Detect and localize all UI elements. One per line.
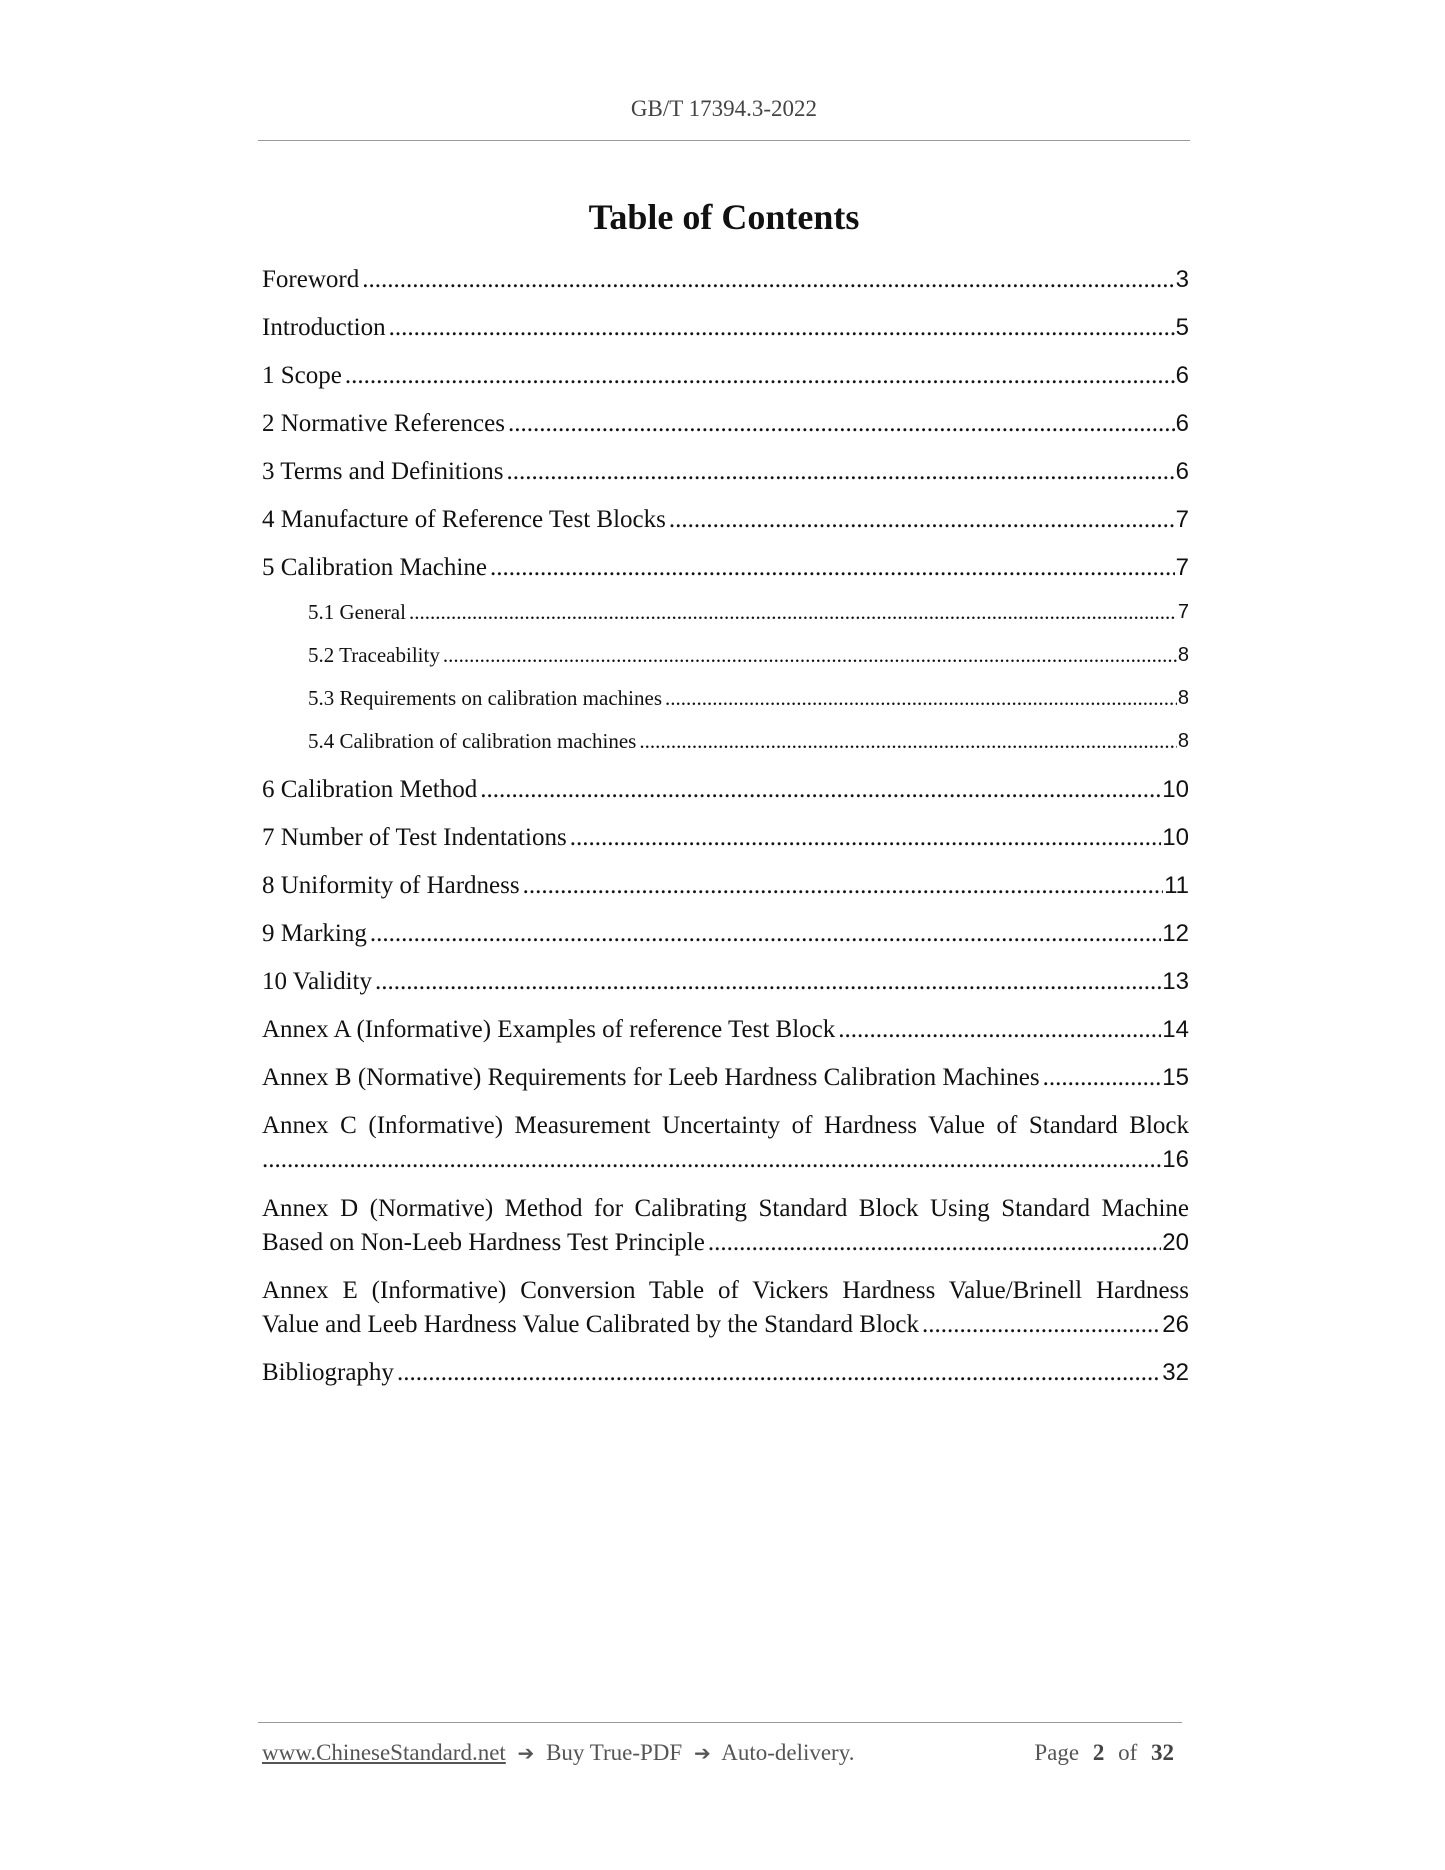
- toc-entry-label-line2: Value and Leeb Hardness Value Calibrated by the Standard Block: [262, 1311, 919, 1338]
- toc-entry-validity[interactable]: [262, 965, 1189, 999]
- toc-entry-page: 12: [1162, 920, 1189, 947]
- toc-entry-label: 3 Terms and Definitions: [262, 458, 504, 485]
- toc-entry-marking[interactable]: [262, 917, 1189, 951]
- leader-dots: [362, 263, 1174, 297]
- of-word: of: [1118, 1740, 1138, 1765]
- toc-entry-page: 10: [1162, 776, 1189, 803]
- leader-dots: [375, 965, 1161, 999]
- toc-entry-page: 7: [1175, 554, 1189, 581]
- toc-entry-page: 16: [1162, 1146, 1189, 1173]
- arrow-right-icon: ➔: [693, 1741, 711, 1765]
- toc-entry-annex-a[interactable]: [262, 1013, 1189, 1047]
- toc-subentry-traceability[interactable]: [308, 640, 1189, 670]
- toc-entry-page: 20: [1162, 1229, 1189, 1256]
- toc-entry-uniformity[interactable]: [262, 869, 1189, 903]
- toc-entry-page: 3: [1175, 266, 1189, 293]
- delivery-text: Auto-delivery.: [721, 1740, 855, 1765]
- toc-entry-label: 5.2 Traceability: [308, 643, 440, 667]
- toc-entry-page: 5: [1175, 314, 1189, 341]
- leader-dots: [1043, 1061, 1162, 1095]
- toc-entry-page: 10: [1162, 824, 1189, 851]
- toc-entry-normative-references[interactable]: [262, 407, 1189, 441]
- toc-entry-label: 6 Calibration Method: [262, 776, 478, 803]
- page-word: Page: [1034, 1740, 1080, 1765]
- leader-dots: [345, 359, 1175, 393]
- toc-entry-page: 15: [1162, 1064, 1189, 1091]
- leader-dots: [397, 1356, 1161, 1390]
- toc-entry-label: 5.3 Requirements on calibration machines: [308, 686, 662, 710]
- toc-entry-page: 6: [1175, 458, 1189, 485]
- footer-divider: [258, 1722, 1182, 1723]
- leader-dots: [570, 821, 1162, 855]
- toc-entry-page: 7: [1177, 601, 1189, 623]
- leader-dots: [922, 1308, 1161, 1342]
- toc-entry-label: Annex A (Informative) Examples of reference Test Block: [262, 1016, 836, 1043]
- leader-dots: [669, 503, 1175, 537]
- toc-entry-page: 13: [1162, 968, 1189, 995]
- toc-entry-continuation: [262, 1143, 1189, 1177]
- toc-entry-terms-definitions[interactable]: [262, 455, 1189, 489]
- leader-dots: [508, 407, 1175, 441]
- toc-entry-scope[interactable]: [262, 359, 1189, 393]
- leader-dots: [639, 726, 1177, 756]
- toc-entry-annex-e[interactable]: [262, 1274, 1189, 1342]
- toc-entry-page: 11: [1164, 872, 1189, 899]
- leader-dots: [370, 917, 1161, 951]
- toc-entry-label: Introduction: [262, 314, 386, 341]
- toc-entry-label: 4 Manufacture of Reference Test Blocks: [262, 506, 666, 533]
- toc-entry-label: 5.4 Calibration of calibration machines: [308, 729, 637, 753]
- toc-entry-label: 5.1 General: [308, 600, 406, 624]
- leader-dots: [409, 597, 1177, 627]
- toc-entry-calibration-method[interactable]: [262, 773, 1189, 807]
- toc-entry-page: 14: [1162, 1016, 1189, 1043]
- toc-entry-label: Annex D (Normative) Method for Calibrating Standard Block Using Standard Machine: [262, 1195, 1189, 1222]
- toc-title: Table of Contents: [588, 197, 860, 237]
- arrow-right-icon: ➔: [517, 1741, 535, 1765]
- running-header: GB/T 17394.3-2022: [630, 96, 818, 121]
- page-number-indicator: [1034, 1740, 1182, 1766]
- toc-entry-label: 5 Calibration Machine: [262, 554, 487, 581]
- header-divider: [258, 140, 1190, 141]
- toc-entry-label: Annex B (Normative) Requirements for Leeb Hardness Calibration Machines: [262, 1064, 1040, 1091]
- toc-entry-calibration-machine[interactable]: [262, 551, 1189, 585]
- toc-entry-continuation: [262, 1308, 1189, 1342]
- toc-entry-label: 8 Uniformity of Hardness: [262, 872, 520, 899]
- leader-dots: [389, 311, 1175, 345]
- toc-entry-manufacture[interactable]: [262, 503, 1189, 537]
- leader-dots: [507, 455, 1175, 489]
- toc-entry-label: Foreword: [262, 266, 360, 293]
- leader-dots: [490, 551, 1175, 585]
- toc-entry-foreword[interactable]: [262, 263, 1189, 297]
- toc-entry-page: 6: [1175, 362, 1189, 389]
- toc-entry-page: 26: [1162, 1311, 1189, 1338]
- toc-subentry-requirements[interactable]: [308, 683, 1189, 713]
- site-link[interactable]: www.ChineseStandard.net: [262, 1740, 506, 1765]
- footer-promo: [262, 1740, 854, 1766]
- leader-dots: [665, 683, 1177, 713]
- toc-entry-page: 6: [1175, 410, 1189, 437]
- toc-entry-page: 32: [1162, 1359, 1189, 1386]
- toc-entry-label-line2: Based on Non-Leeb Hardness Test Principle: [262, 1229, 705, 1256]
- leader-dots: [262, 1143, 1161, 1177]
- toc-entry-page: 8: [1177, 687, 1189, 709]
- toc-entry-label: 2 Normative References: [262, 410, 505, 437]
- toc-entry-label: 10 Validity: [262, 968, 372, 995]
- leader-dots: [708, 1226, 1161, 1260]
- toc-entry-continuation: [262, 1226, 1189, 1260]
- toc-entry-annex-d[interactable]: [262, 1192, 1189, 1260]
- toc-entry-label: Bibliography: [262, 1359, 394, 1386]
- toc-entry-label: 9 Marking: [262, 920, 367, 947]
- toc-entry-annex-b[interactable]: [262, 1061, 1189, 1095]
- toc-entry-number-of-indentations[interactable]: [262, 821, 1189, 855]
- leader-dots: [838, 1013, 1161, 1047]
- toc-entry-label: Annex C (Informative) Measurement Uncertainty of Hardness Value of Standard Block: [262, 1112, 1189, 1139]
- toc-entry-page: 8: [1177, 644, 1189, 666]
- buy-text: Buy True-PDF: [546, 1740, 683, 1765]
- toc-entry-label: 7 Number of Test Indentations: [262, 824, 567, 851]
- toc-entry-annex-c[interactable]: [262, 1109, 1189, 1177]
- toc-subentry-calibration-of-machines[interactable]: [308, 726, 1189, 756]
- toc-entry-label: 1 Scope: [262, 362, 342, 389]
- toc-entry-page: 7: [1175, 506, 1189, 533]
- toc-entry-label: Annex E (Informative) Conversion Table of Vickers Hardness Value/Brinell Hardness: [262, 1277, 1189, 1304]
- page-footer: [262, 1740, 1182, 1766]
- leader-dots: [480, 773, 1161, 807]
- current-page-number: 2: [1092, 1740, 1105, 1765]
- total-pages-number: 32: [1151, 1740, 1174, 1765]
- toc-entry-page: 8: [1177, 730, 1189, 752]
- toc-subentry-general[interactable]: [308, 597, 1189, 627]
- toc-entry-bibliography[interactable]: [262, 1356, 1189, 1390]
- leader-dots: [443, 640, 1177, 670]
- leader-dots: [523, 869, 1163, 903]
- toc-entry-introduction[interactable]: [262, 311, 1189, 345]
